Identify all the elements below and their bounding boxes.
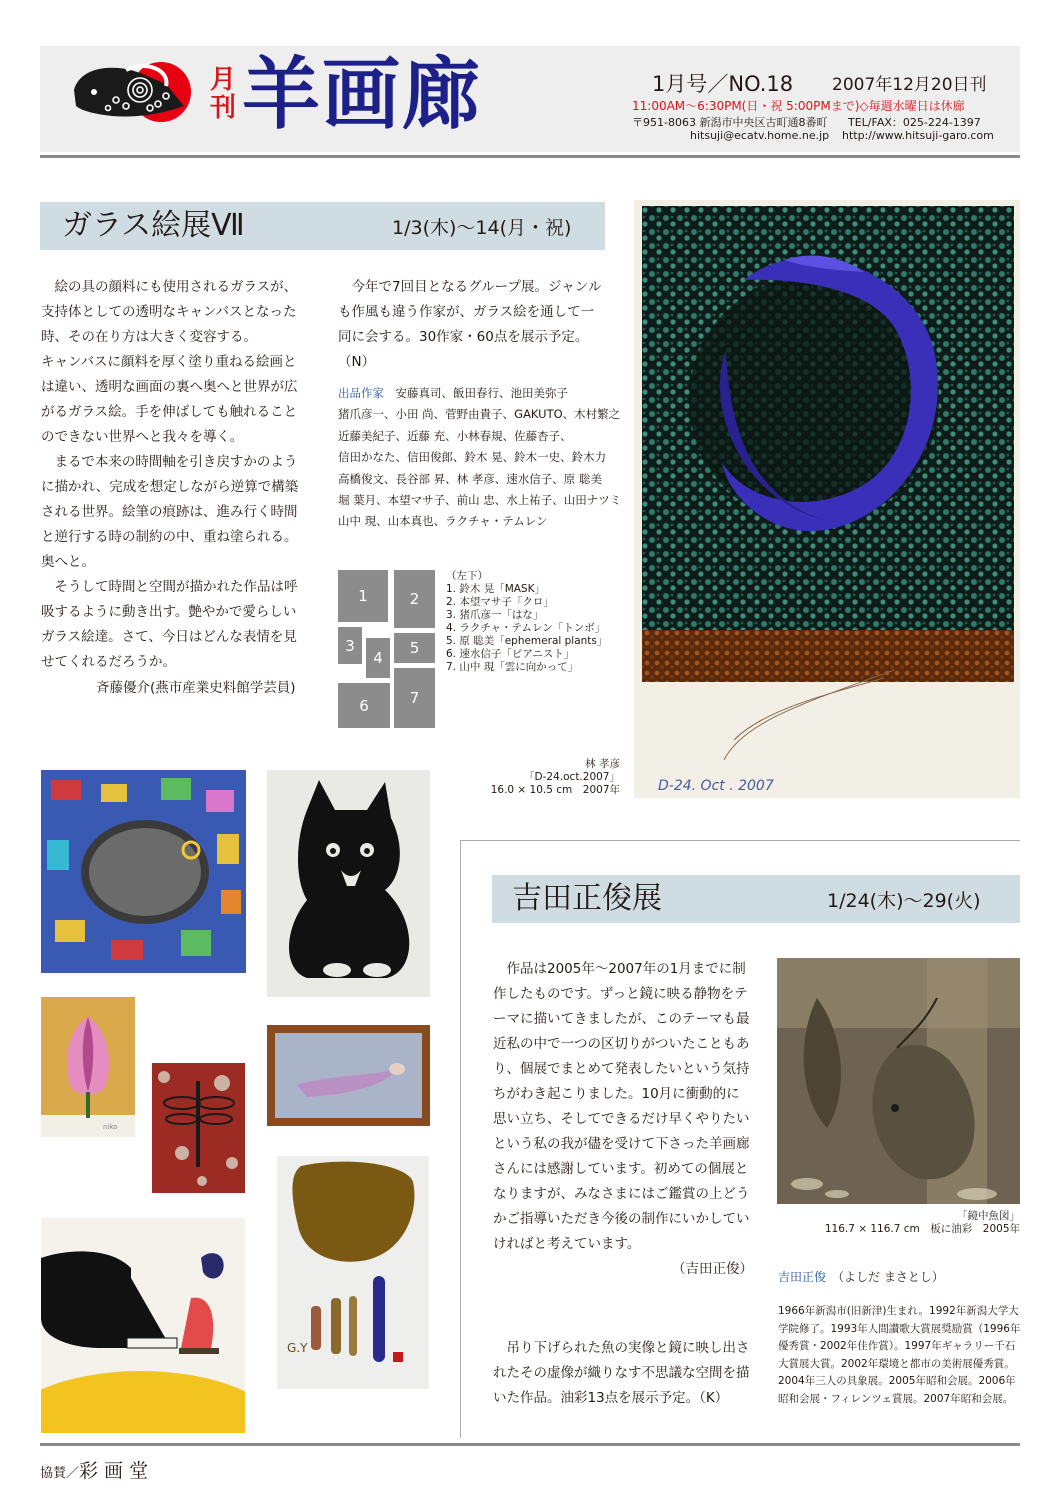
artist-profile-heading	[778, 1268, 944, 1285]
yoshida-exhibition-dates: 1/24(木)〜29(火)	[827, 890, 981, 912]
artists-line-4: 信田かなた、信田俊郎、鈴木 晃、鈴木一史、鈴木力	[338, 450, 607, 465]
sheep-logo-icon	[66, 56, 196, 126]
artist-reading: （よしだ まさとし）	[838, 1270, 944, 1284]
glass-intro: 今年で7回目となるグループ展。ジャンルも作風も違う作家が、ガラス絵を通して一同に会する。30作家・60点を展示予定。（N）	[338, 279, 602, 370]
essay-paragraph-4: そうして時間と空間が描かれた作品は呼吸するように動き出す。艶やかで愛らしいガラス絵達。さて、今日はどんな表情を見せてくれるだろうか。	[41, 579, 298, 670]
footer-rule	[40, 1443, 1020, 1446]
logo-monthly-mark: 月刊	[209, 65, 236, 123]
painting-initials: G.Y	[287, 1341, 308, 1355]
opening-hours: 11:00AM〜6:30PM(日・祝 5:00PMまで)◇毎週水曜日は休廊	[632, 99, 965, 113]
glass-exhibition-title: ガラス絵展Ⅶ	[62, 208, 245, 243]
tulip-signature: niko	[103, 1123, 118, 1131]
glass-essay	[41, 275, 309, 675]
artists-line-1: 安藤真司、飯田春行、池田美弥子	[395, 386, 568, 400]
tel-fax: TEL/FAX：025-224-1397	[848, 116, 981, 129]
artwork-hana-tulip	[41, 997, 135, 1137]
fish-painting-caption	[780, 1210, 1020, 1236]
publication-date: 2007年12月20日刊	[832, 75, 987, 95]
address: 〒951-8063 新潟市中央区古町通8番町	[632, 116, 828, 129]
caption-size: 16.0 × 10.5 cm 2007年	[490, 784, 620, 796]
sponsor-line	[40, 1456, 148, 1483]
artists-line-3: 近藤美紀子、近藤 充、小林春規、佐藤杏子、	[338, 428, 572, 443]
layout-tile-5: 5	[394, 633, 435, 663]
website-link[interactable]: http://www.hitsuji-garo.com	[842, 129, 994, 142]
legend-item-6: 6. 速水信子「ピアニスト」	[446, 648, 575, 660]
artwork-legend	[446, 570, 607, 674]
layout-tile-7: 7	[394, 668, 435, 728]
artwork-ephemeral-plants	[267, 1025, 430, 1126]
yoshida-exhibition-banner	[492, 875, 1020, 923]
yoshida-top-divider	[460, 840, 1020, 841]
painting-inscription: D-24. Oct . 2007	[658, 778, 774, 794]
artist-list	[338, 383, 622, 533]
layout-tile-2: 2	[394, 570, 435, 628]
artist-biography: 1966年新潟市(旧新津)生まれ。1992年新潟大学大学院修了。1993年人間讃歌大賞展奨励賞（1996年優秀賞・2002年佳作賞）。1997年ギャラリー千石大賞展大賞。2002年環境と都市の美術展優秀賞。2004年三人の具象展。2005年昭和会展。2006年昭和会展・フィレンツェ賞展。2007年昭和会展。	[778, 1305, 1021, 1405]
artwork-kuro-cat	[267, 770, 430, 997]
essay-paragraph-2: キャンバスに顔料を厚く塗り重ねる絵画とは違い、透明な画面の裏へ奥へと世界が広がるガラス絵。手を伸ばしても触れることのできない世界へと我々を導く。	[41, 354, 298, 445]
artists-line-5: 高橋俊文、長谷部 昇、林 孝彦、速水信子、原 聡美	[338, 471, 602, 486]
yoshida-statement: 作品は2005年〜2007年の1月までに制作したものです。ずっと鏡に映る静物をテーマに描いてきましたが、このテーマも最近私の中で一つの区切りがついたこともあり、個展でまとめて発表したいという気持ちがわき起こりました。10月に衝動的に思い立ち、そしてできるだけ早くやりたいという私の我が儘を受けて下さった羊画廊さんには感謝しています。初めての個展となりますが、みなさまにはご鑑賞の上どうかご指導いただき今後の制作にいかしていければと考えています。	[493, 961, 750, 1252]
artists-line-7: 山中 現、山本真也、ラクチャ・テムレン	[338, 514, 548, 529]
yoshida-description: 吊り下げられた魚の実像と鏡に映し出されたその虚像が織りなす不思議な空間を描いた作品。油彩13点を展示予定。（K）	[493, 1340, 750, 1406]
legend-item-2: 2. 本望マサ子「クロ」	[446, 596, 554, 608]
issue-number: 1月号／NO.18	[652, 72, 794, 96]
legend-heading: （左下）	[446, 570, 488, 582]
gallery-logo-title: 羊画廊	[242, 50, 483, 140]
legend-item-4: 4. ラクチャ・テムレン「トンボ」	[446, 622, 606, 634]
email-link[interactable]: hitsuji@ecatv.home.ne.jp	[690, 129, 830, 142]
artists-line-6: 堀 葉月、本望マサ子、前山 忠、水上祐子、山田ナツミ	[338, 493, 622, 508]
artists-line-2: 猪爪彦一、小田 尚、菅野由貴子、GAKUTO、木村繁之	[338, 407, 621, 422]
layout-tile-1: 1	[338, 570, 388, 622]
artists-label: 出品作家	[338, 386, 384, 400]
artwork-kumo-ni-mukatte	[277, 1156, 429, 1389]
header-rule	[40, 155, 1020, 158]
legend-item-1: 1. 鈴木 晃「MASK」	[446, 583, 545, 595]
statement-signature: （吉田正俊）	[672, 1261, 753, 1277]
yoshida-exhibition-title: 吉田正俊展	[512, 881, 662, 916]
artwork-mask	[41, 770, 246, 973]
essay-author: 斉藤優介(燕市産業史料館学芸員)	[96, 680, 296, 696]
yoshida-fish-painting	[777, 958, 1020, 1204]
legend-item-3: 3. 猪爪彦一「はな」	[446, 609, 544, 621]
glass-exhibition-banner	[40, 202, 605, 250]
sponsor-label: 協賛／	[40, 1466, 80, 1481]
essay-paragraph-1: 絵の具の顔料にも使用されるガラスが、支持体としての透明なキャンバスとなった時、その在り方は大きく変容する。	[41, 279, 298, 345]
yoshida-left-divider	[460, 840, 461, 1438]
layout-tile-6: 6	[338, 683, 390, 728]
caption-artist: 林 孝彦	[585, 758, 620, 770]
featured-glass-painting	[634, 200, 1020, 798]
featured-painting-caption	[440, 758, 620, 797]
legend-item-7: 7. 山中 現「雲に向かって」	[446, 661, 579, 673]
artist-name: 吉田正俊	[778, 1270, 827, 1284]
layout-tile-3: 3	[338, 627, 362, 664]
legend-item-5: 5. 原 聡美「ephemeral plants」	[446, 635, 608, 647]
caption-title: 「D-24.oct.2007」	[524, 771, 620, 783]
sponsor-name: 彩 画 堂	[79, 1460, 149, 1482]
glass-exhibition-dates: 1/3(木)〜14(月・祝)	[392, 217, 572, 239]
artwork-pianist	[41, 1218, 245, 1433]
fish-caption-details: 116.7 × 116.7 cm 板に油彩 2005年	[824, 1223, 1020, 1235]
artwork-tonbo	[152, 1063, 245, 1193]
essay-paragraph-3: まるで本来の時間軸を引き戻すかのように描かれ、完成を想定しながら逆算で構築される世界。絵筆の痕跡は、進み行く時間と逆行する時の制約の中、重ね塗られる。奥へと。	[41, 454, 299, 570]
layout-tile-4: 4	[366, 638, 390, 678]
fish-caption-title: 「鏡中魚図」	[957, 1210, 1020, 1222]
